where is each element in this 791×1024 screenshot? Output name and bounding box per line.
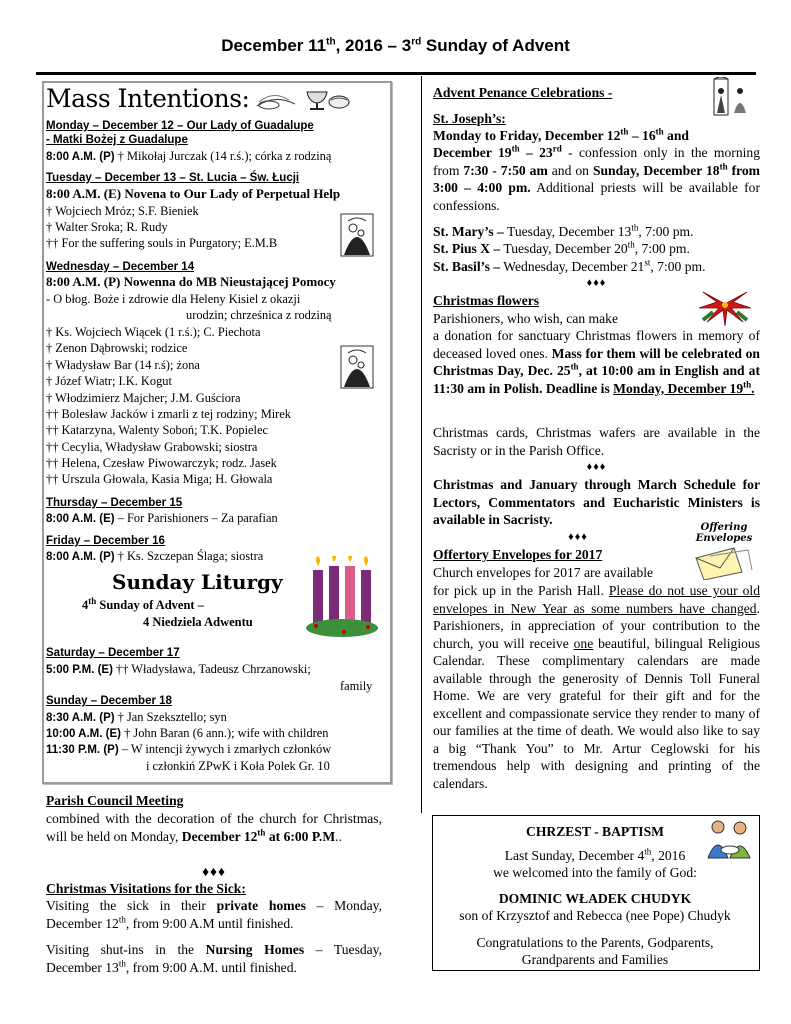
intention: †† Urszula Głowala, Kasia Miga; H. Głowala: [46, 472, 273, 486]
mass-intentions-title: Mass Intentions:: [46, 84, 250, 113]
intention: † Ks. Wojciech Wiącek (1 r.ś.); C. Piechota: [46, 325, 261, 339]
penance-dates-1: Monday to Friday, December 12th – 16th and: [433, 126, 689, 143]
baptism-child-name: DOMINIC WŁADEK CHUDYK: [498, 891, 692, 906]
st-josephs-heading: St. Joseph’s:: [433, 111, 506, 126]
intention: † Józef Wiatr; I.K. Kogut: [46, 374, 172, 388]
mass-tuesday-novena: 8:00 A.M. (E) Novena to Our Lady of Perpetual Help: [46, 186, 341, 201]
intention: † Wojciech Mróz; S.F. Bieniek: [46, 204, 199, 218]
baptism-welcome: we welcomed into the family of God:: [493, 865, 697, 880]
day-heading-sunday: Sunday – December 18: [46, 695, 172, 707]
mass-friday: 8:00 A.M. (P) † Ks. Szczepan Ślaga; siostra: [46, 549, 264, 563]
visitations-title: Christmas Visitations for the Sick:: [46, 881, 246, 896]
cards-notice: Christmas cards, Christmas wafers are available in the Sacristy or in the Parish Office.: [433, 425, 760, 458]
intention: family: [340, 679, 373, 693]
council-body: combined with the decoration of the church for Christmas, will be held on Monday, December 12th at 6:00 P.M..: [46, 811, 382, 844]
intention: †† For the suffering souls in Purgatory; E.M.B: [46, 236, 278, 250]
mass-thursday: 8:00 A.M. (E) – For Parishioners – Za parafian: [46, 511, 278, 525]
envelopes-title: Offertory Envelopes for 2017: [433, 547, 603, 562]
intention: †† Cecylia, Władysław Grabowski; siostra: [46, 440, 258, 454]
visitations-private: Visiting the sick in their private homes – Monday, December 12th, from 9:00 A.M until finished.: [46, 898, 382, 931]
intention: † Włodzimierz Majcher; J.M. Guściora: [46, 391, 241, 405]
penance-st-pius: St. Pius X – Tuesday, December 20th, 7:00 pm.: [433, 239, 690, 256]
column-divider: [421, 76, 422, 813]
baptism-parents: son of Krzysztof and Rebecca (nee Pope) Chudyk: [459, 908, 731, 923]
mass-wednesday-novena: 8:00 A.M. (P) Nowenna do MB Nieustającej Pomocy: [46, 274, 336, 289]
icon-image: [340, 345, 374, 389]
penance-st-marys: St. Mary’s – Tuesday, December 13th, 7:00 pm.: [433, 222, 694, 239]
separator: ♦♦♦: [586, 277, 607, 289]
icon-image: [340, 213, 374, 257]
header-divider: [36, 72, 756, 75]
council-title: Parish Council Meeting: [46, 793, 184, 808]
envelopes-body: for pick up in the Parish Hall. Please do not use your old envelopes in New Year as some numbers have changed. Parishioners, in appreciation of your contribution to the church, you will receive one beautiful, bilingual Religious Calendar. These complimentary calendars are made available through the generosity of Dennis Toll Funeral Home. We are very grateful for their gift and for the excellent and compassionate service they render to many of our families at the time of death. We would also like to say a big “Thank You” to Mr. Artur Ceglowski for his tremendous help with designing and printing of the calendars.: [433, 583, 761, 791]
intention: †† Bolesław Jacków i zmarli z tej rodziny; Mirek: [46, 407, 291, 421]
baptism-date: Last Sunday, December 4th, 2016: [504, 846, 686, 863]
intention: - O błog. Boże i zdrowie dla Heleny Kisiel z okazji: [46, 292, 301, 306]
mass-sunday-1: 8:30 A.M. (P) † Jan Szeksztello; syn: [46, 710, 227, 724]
penance-title: Advent Penance Celebrations -: [433, 85, 613, 100]
penance-st-basils: St. Basil’s – Wednesday, December 21st, 7:00 pm.: [433, 257, 706, 274]
intention: †† Helena, Czesław Piwowarczyk; rodz. Jasek: [46, 456, 277, 470]
day-heading-monday: Monday – December 12 – Our Lady of Guadalupe: [46, 120, 314, 132]
penance-dates-2: December 19th – 23rd - confession only in the morning from 7:30 - 7:50 am and on Sunday, December 18th from 3:00 – 4:00 pm. Additional priests will be available for confessions.: [433, 143, 760, 213]
mass-saturday: 5:00 P.M. (E) †† Władysława, Tadeusz Chrzanowski;: [46, 662, 311, 676]
separator: ♦♦♦: [568, 531, 588, 543]
intention: †† Katarzyna, Walenty Soboń; T.K. Popielec: [46, 423, 268, 437]
chalice-bread-icon: [255, 86, 351, 112]
envelopes-line-1: Church envelopes for 2017 are available: [433, 565, 654, 580]
intention: † Walter Sroka; R. Rudy: [46, 220, 168, 234]
advent-wreath-icon: [304, 556, 380, 640]
day-heading-wednesday: Wednesday – December 14: [46, 261, 195, 273]
intention: i członkiń ZPwK i Koła Polek Gr. 10: [146, 759, 330, 773]
flowers-body: a donation for sanctuary Christmas flowers in memory of deceased loved ones. Mass for them will be celebrated on Christmas Day, Dec. 25th, at 10:00 am in English and at 11:30 am in Polish. Deadline is Monday, December 19th.: [433, 328, 761, 396]
separator: ♦♦♦: [586, 461, 607, 473]
day-heading-thursday: Thursday – December 15: [46, 497, 183, 509]
baptism-title: CHRZEST - BAPTISM: [526, 824, 664, 839]
day-heading-saturday: Saturday – December 17: [46, 647, 180, 659]
page-title: December 11th, 2016 – 3rd Sunday of Advent: [221, 36, 570, 55]
day-heading-monday-polish: - Matki Bożej z Guadalupe: [46, 134, 188, 146]
flowers-line-1: Parishioners, who wish, can make: [433, 311, 618, 326]
day-heading-friday: Friday – December 16: [46, 535, 165, 547]
schedule-notice: Christmas and January through March Schedule for Lectors, Commentators and Eucharistic Ministers is available in Sacristy.: [433, 477, 760, 527]
separator: ♦♦♦: [202, 864, 226, 879]
sunday-liturgy-polish: 4 Niedziela Adwentu: [143, 615, 253, 629]
offering-envelopes-label: Offering Envelopes: [695, 522, 753, 544]
sunday-liturgy-title: Sunday Liturgy: [112, 570, 283, 594]
mass-sunday-2: 10:00 A.M. (E) † John Baran (6 ann.); wife with children: [46, 726, 329, 740]
intention: urodzin; chrześnica z rodziną: [186, 308, 332, 322]
baptism-congrats-2: Grandparents and Families: [521, 952, 669, 967]
day-heading-tuesday: Tuesday – December 13 – St. Lucia – Św. Łucji: [46, 172, 300, 184]
baptism-congrats-1: Congratulations to the Parents, Godparents,: [476, 935, 714, 950]
mass-monday: 8:00 A.M. (P) † Mikołaj Jurczak (14 r.ś.); córka z rodziną: [46, 149, 332, 163]
flowers-title: Christmas flowers: [433, 293, 540, 308]
intention: † Władysław Bar (14 r.ś); żona: [46, 358, 200, 372]
intention: † Zenon Dąbrowski; rodzice: [46, 341, 188, 355]
mass-sunday-3: 11:30 P.M. (P) – W intencji żywych i zmarłych członków: [46, 742, 332, 756]
visitations-nursing: Visiting shut-ins in the Nursing Homes – Tuesday, December 13th, from 9:00 A.M. until finished.: [46, 942, 382, 975]
sunday-liturgy-english: 4th Sunday of Advent –: [82, 595, 204, 612]
